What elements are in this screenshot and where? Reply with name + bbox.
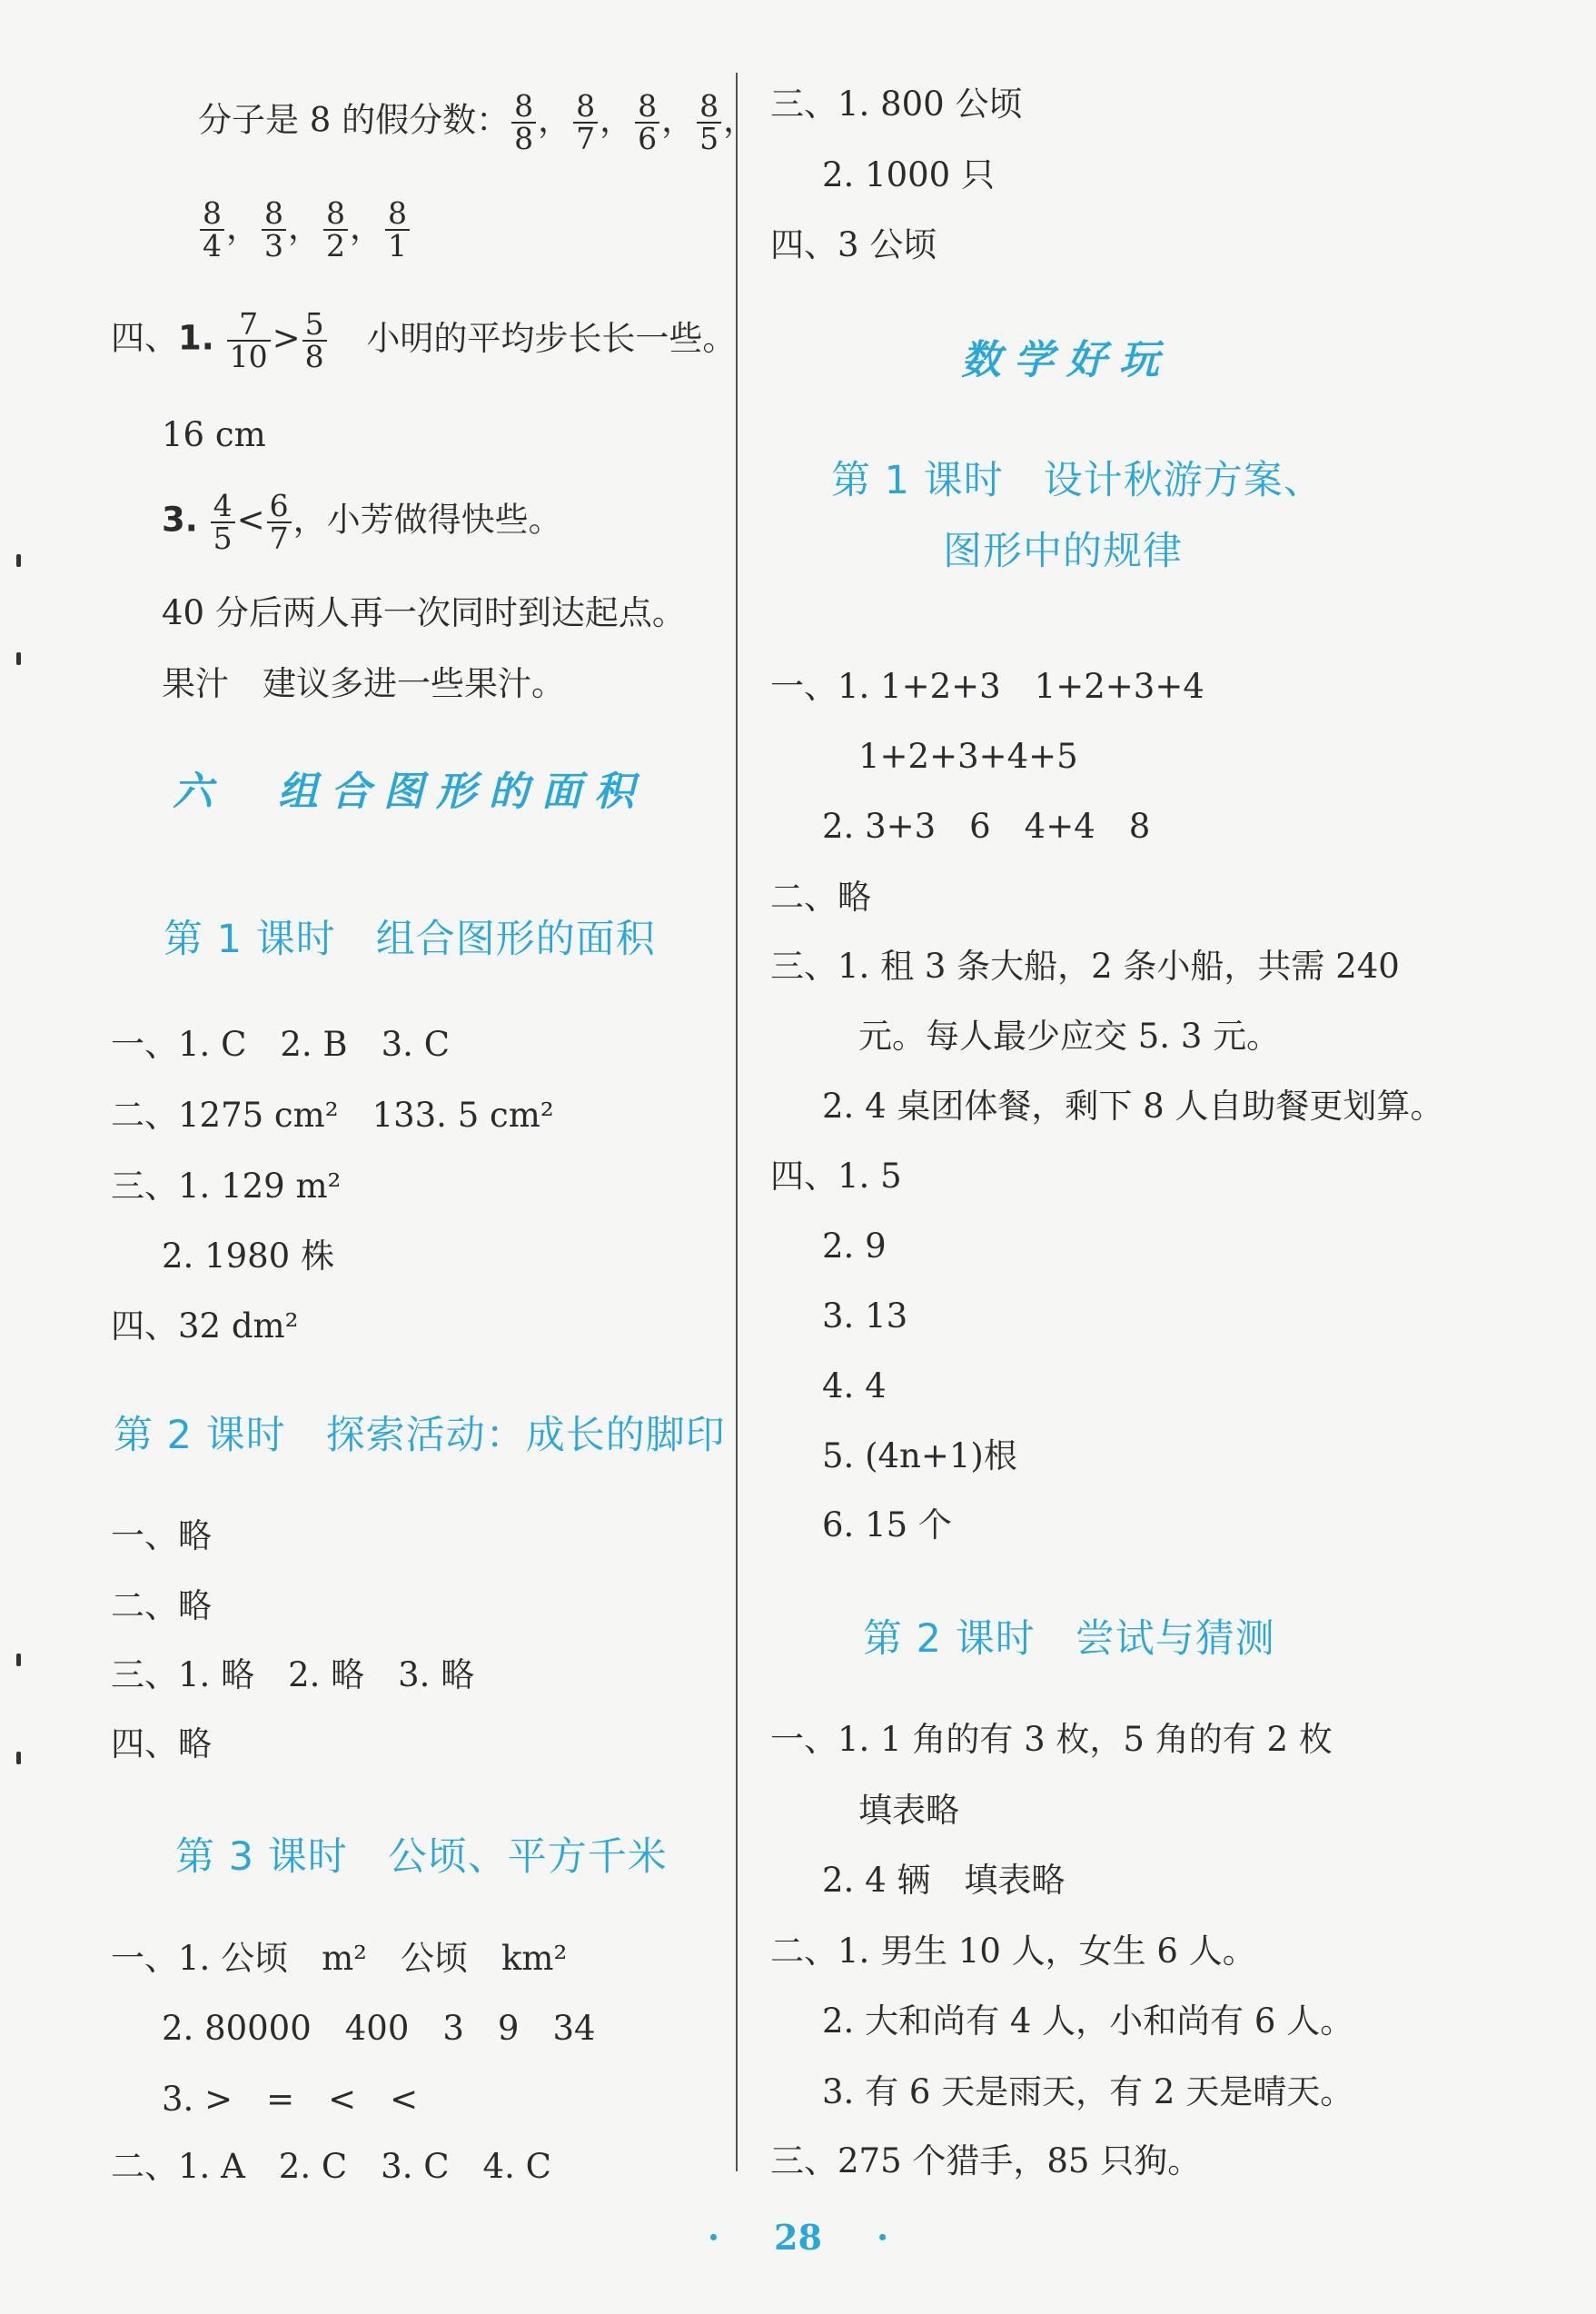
fraction: $\frac{7}{10}$ bbox=[227, 309, 271, 372]
lesson-3-title: 第 3 课时 公顷、平方千米 bbox=[175, 1834, 668, 1880]
l1-section-3-1: 三、1. 129 m² bbox=[111, 1167, 342, 1206]
fraction: $\frac{4}{5}$ bbox=[211, 491, 235, 554]
margin-speck bbox=[16, 652, 21, 665]
lesson-2-title: 第 2 课时 探索活动：成长的脚印 bbox=[114, 1413, 726, 1458]
answer-4-5: 果汁 建议多进一些果汁。 bbox=[162, 664, 565, 703]
fraction: $\frac{6}{7}$ bbox=[267, 491, 292, 554]
fraction: $\frac{8}{4}$ bbox=[200, 198, 224, 262]
m2-section-2-1: 二、1. 男生 10 人，女生 6 人。 bbox=[770, 1932, 1256, 1971]
fraction: $\frac{5}{8}$ bbox=[302, 309, 327, 372]
m2-section-2-2: 2. 大和尚有 4 人，小和尚有 6 人。 bbox=[822, 2001, 1354, 2041]
lesson-1-title-a: 第 1 课时 设计秋游方案、 bbox=[831, 458, 1323, 503]
improper-fractions-line-2: $\frac{8}{4}$ ， $\frac{8}{3}$ ， $\frac{8}{2}$ ， $\frac{8}{1}$ bbox=[198, 198, 411, 262]
m1-section-4-2: 2. 9 bbox=[822, 1227, 887, 1266]
l2-section-4: 四、略 bbox=[111, 1724, 212, 1763]
m1-section-4-4: 4. 4 bbox=[822, 1366, 887, 1405]
l1-section-1: 一、1. C 2. B 3. C bbox=[111, 1025, 450, 1064]
m2-section-1-1b: 填表略 bbox=[858, 1791, 959, 1830]
answer-4-1: 四、1. $\frac{7}{10}$ > $\frac{5}{8}$ 小明的平均步长长一些。 bbox=[111, 306, 737, 374]
l3-section-1-2: 2. 80000 400 3 9 34 bbox=[162, 2009, 596, 2048]
margin-speck bbox=[16, 554, 21, 567]
fraction: $\frac{8}{7}$ bbox=[573, 91, 598, 154]
m1-section-4-5: 5. (4n+1)根 bbox=[822, 1436, 1017, 1475]
fraction: $\frac{8}{6}$ bbox=[635, 91, 659, 154]
m1-section-1-2: 2. 3+3 6 4+4 8 bbox=[822, 807, 1151, 846]
m1-section-3-2: 2. 4 桌团体餐，剩下 8 人自助餐更划算。 bbox=[822, 1087, 1444, 1126]
fraction: $\frac{8}{8}$ bbox=[511, 91, 536, 154]
m1-section-4-1: 四、1. 5 bbox=[770, 1157, 902, 1196]
r-section-3-1: 三、1. 800 公顷 bbox=[770, 84, 1023, 124]
m1-section-1-1b: 1+2+3+4+5 bbox=[858, 737, 1078, 776]
r-section-4: 四、3 公顷 bbox=[770, 225, 937, 264]
lesson-1-title-b: 图形中的规律 bbox=[943, 529, 1183, 574]
answer-4-2: 16 cm bbox=[162, 415, 266, 454]
m2-section-2-3: 3. 有 6 天是雨天，有 2 天是晴天。 bbox=[822, 2072, 1354, 2111]
l2-section-3: 三、1. 略 2. 略 3. 略 bbox=[111, 1655, 475, 1694]
m1-section-4-3: 3. 13 bbox=[822, 1296, 908, 1336]
l3-section-1-1: 一、1. 公顷 m² 公顷 km² bbox=[111, 1939, 568, 1978]
l3-section-2: 二、1. A 2. C 3. C 4. C bbox=[111, 2147, 551, 2186]
m1-section-3-1: 三、1. 租 3 条大船，2 条小船，共需 240 bbox=[770, 947, 1400, 986]
page-number: · 28 · bbox=[707, 2217, 889, 2258]
lesson-1-title: 第 1 课时 组合图形的面积 bbox=[164, 917, 656, 962]
fraction: $\frac{8}{5}$ bbox=[697, 91, 721, 154]
l1-section-3-2: 2. 1980 株 bbox=[162, 1236, 334, 1276]
fraction: $\frac{8}{2}$ bbox=[323, 198, 348, 262]
m2-section-1-1: 一、1. 1 角的有 3 枚，5 角的有 2 枚 bbox=[770, 1720, 1333, 1759]
m1-section-1-1: 一、1. 1+2+3 1+2+3+4 bbox=[770, 667, 1204, 706]
margin-speck bbox=[16, 1654, 21, 1666]
lesson-2-title-right: 第 2 课时 尝试与猜测 bbox=[863, 1616, 1275, 1662]
column-divider bbox=[736, 73, 738, 2171]
l2-section-2: 二、略 bbox=[111, 1586, 212, 1625]
m1-section-2: 二、略 bbox=[770, 878, 871, 917]
l2-section-1: 一、略 bbox=[111, 1516, 212, 1555]
m1-section-3-1b: 元。每人最少应交 5. 3 元。 bbox=[858, 1017, 1281, 1056]
improper-fractions-line-1: 分子是 8 的假分数： $\frac{8}{8}$ ， $\frac{8}{7}$ ， $\frac{8}{6}$ ， $\frac{8}{5}$ ， bbox=[198, 88, 758, 156]
unit-title: 六 组合图形的面积 bbox=[173, 769, 647, 815]
l3-section-1-3: 3. > = < < bbox=[162, 2080, 419, 2119]
r-section-3-2: 2. 1000 只 bbox=[822, 155, 995, 194]
fraction: $\frac{8}{1}$ bbox=[385, 198, 410, 262]
m2-section-1-2: 2. 4 辆 填表略 bbox=[822, 1861, 1066, 1900]
l1-section-2: 二、1275 cm² 133. 5 cm² bbox=[111, 1096, 554, 1135]
m2-section-3: 三、275 个猎手，85 只狗。 bbox=[770, 2141, 1202, 2180]
margin-speck bbox=[16, 1752, 21, 1764]
answer-4-3: 3. $\frac{4}{5}$ < $\frac{6}{7}$ ，小芳做得快些。 bbox=[162, 488, 562, 556]
m1-section-4-6: 6. 15 个 bbox=[822, 1505, 952, 1544]
answer-4-4: 40 分后两人再一次同时到达起点。 bbox=[162, 593, 686, 632]
l1-section-4: 四、32 dm² bbox=[111, 1306, 299, 1346]
unit-title-fun-math: 数学好玩 bbox=[961, 337, 1172, 383]
fraction: $\frac{8}{3}$ bbox=[262, 198, 286, 262]
